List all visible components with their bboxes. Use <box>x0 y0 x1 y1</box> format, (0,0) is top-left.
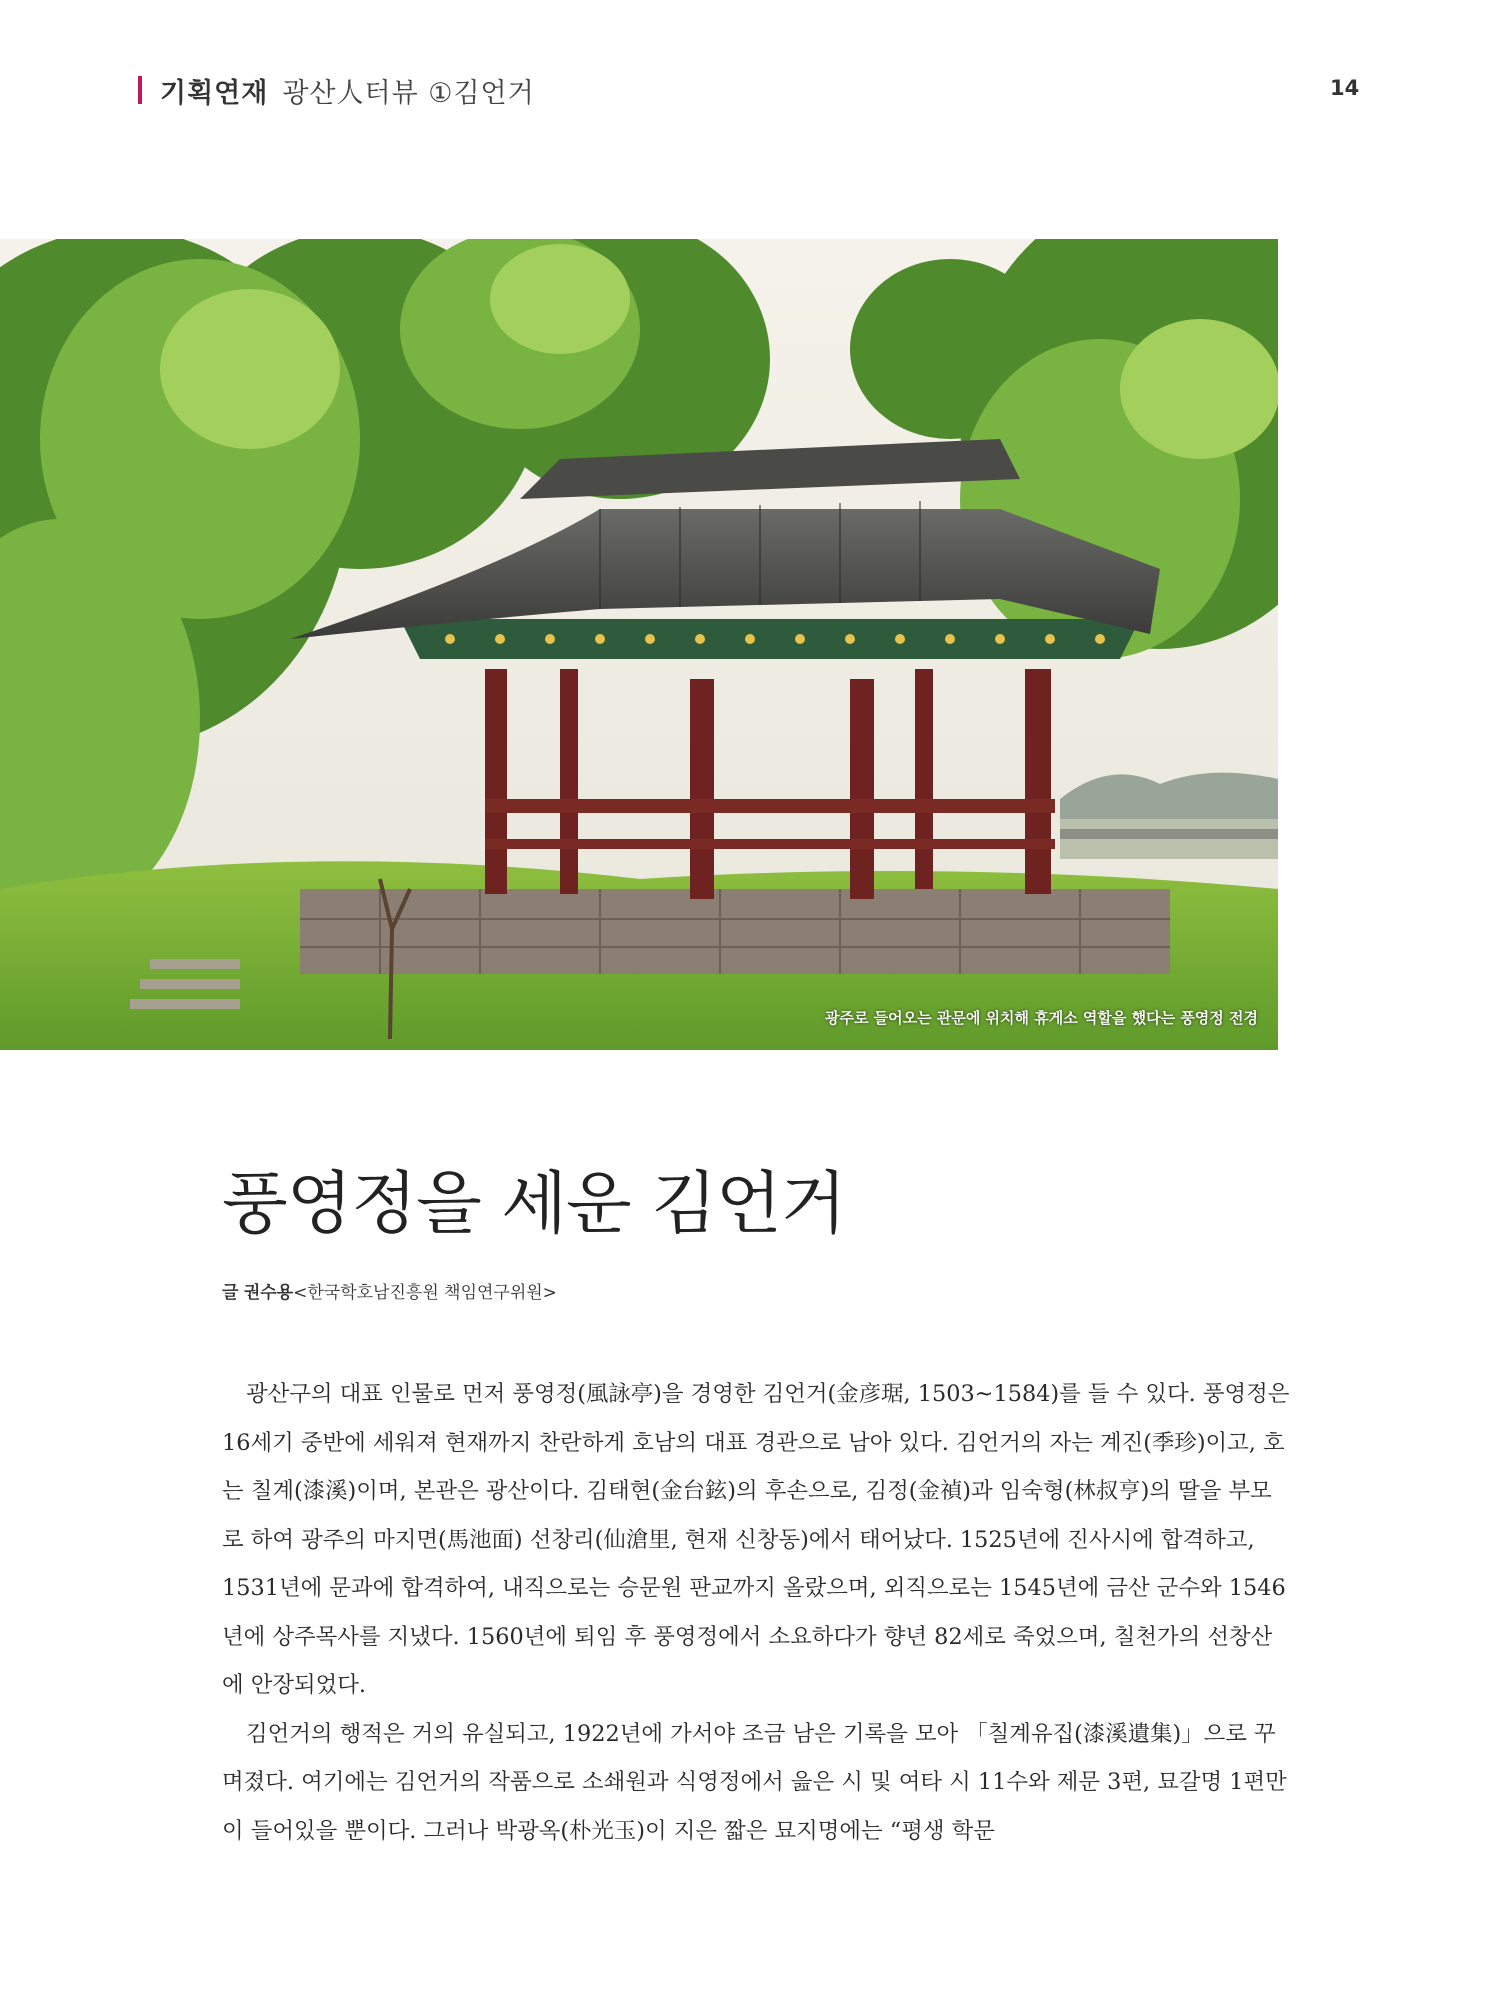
pavilion-illustration <box>0 239 1278 1050</box>
header-accent-bar <box>138 76 142 104</box>
page-number: 14 <box>1330 76 1360 100</box>
pavilion-photo <box>0 239 1278 1050</box>
author-name: 권수용 <box>243 1283 294 1303</box>
byline <box>222 1278 557 1303</box>
author-affiliation: <한국학호남진흥원 책임연구위원> <box>293 1283 557 1303</box>
series-subtitle: 광산人터뷰 ①김언거 <box>282 77 535 109</box>
photo-caption: 광주로 들어오는 관문에 위치해 휴게소 역할을 했다는 풍영정 전경 <box>824 1009 1258 1027</box>
article-body <box>222 1370 1290 1855</box>
body-paragraph: 광산구의 대표 인물로 먼저 풍영정(風詠亭)을 경영한 김언거(金彦琚, 1503~1584)를 들 수 있다. 풍영정은 16세기 중반에 세워져 현재까지 찬란하게 호남의 대표 경관으로 남아 있다. 김언거의 자는 계진(季珍)이고, 호는 칠계(漆溪)이며, 본관은 광산이다. 김태현(金台鉉)의 후손으로, 김정(金禎)과 임숙형(林叔亨)의 딸을 부모로 하여 광주의 마지면(馬池面) 선창리(仙滄里, 현재 신창동)에서 태어났다. 1525년에 진사시에 합격하고, 1531년에 문과에 합격하여, 내직으로는 승문원 판교까지 올랐으며, 외직으로는 1545년에 금산 군수와 1546년에 상주목사를 지냈다. 1560년에 퇴임 후 풍영정에서 소요하다가 향년 82세로 죽었으며, 칠천가의 선창산에 안장되었다. <box>222 1381 1290 1698</box>
byline-label: 글 <box>222 1283 239 1303</box>
article-title: 풍영정을 세운 김언거 <box>222 1165 846 1244</box>
body-paragraph: 김언거의 행적은 거의 유실되고, 1922년에 가서야 조금 남은 기록을 모아 「칠계유집(漆溪遺集)」으로 꾸며졌다. 여기에는 김언거의 작품으로 소쇄원과 식영정에서 읊은 시 및 여타 시 11수와 제문 3편, 묘갈명 1편만이 들어있을 뿐이다. 그러나 박광옥(朴光玉)이 지은 짧은 묘지명에는 “평생 학문 <box>222 1720 1287 1844</box>
series-label: 기획연재 <box>160 77 269 109</box>
page-header <box>138 70 535 110</box>
